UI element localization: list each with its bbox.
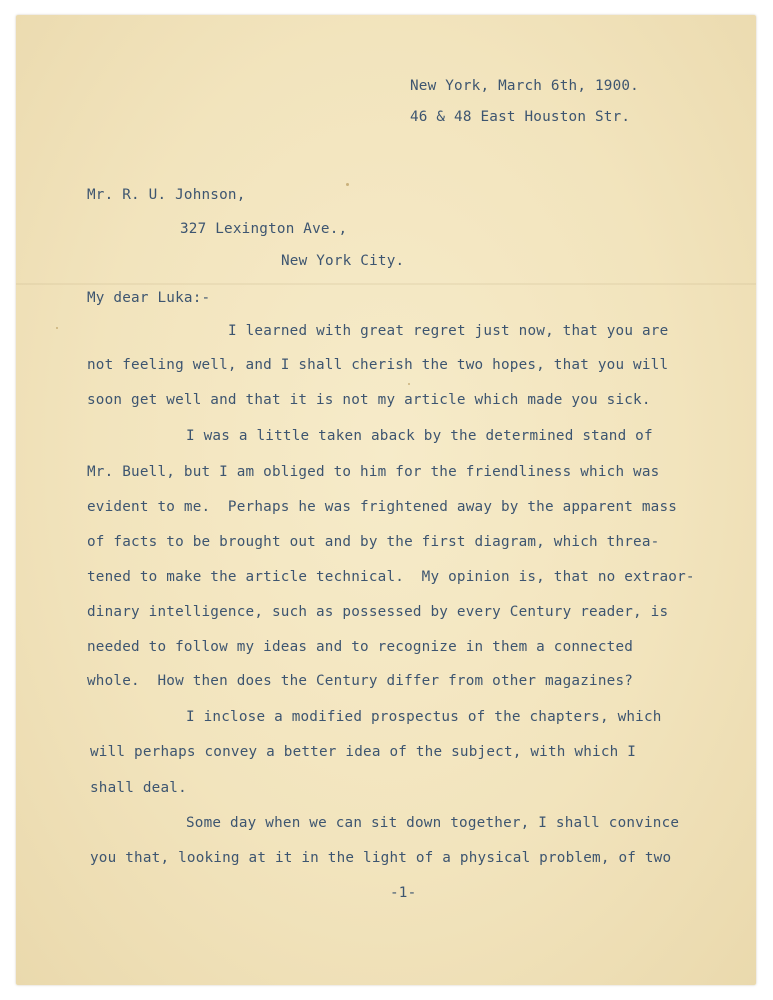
paper-speck <box>56 327 58 329</box>
paper-speck <box>408 383 410 385</box>
body-line: I learned with great regret just now, that you are <box>228 323 669 339</box>
page-number: -1- <box>390 885 417 901</box>
fold-crease <box>16 283 756 285</box>
body-line: I inclose a modified prospectus of the chapters, which <box>186 709 662 725</box>
body-line: soon get well and that it is not my article which made you sick. <box>87 392 651 408</box>
body-line: Some day when we can sit down together, I shall convince <box>186 815 680 831</box>
body-line: whole. How then does the Century differ from other magazines? <box>87 673 634 689</box>
body-line: you that, looking at it in the light of a physical problem, of two <box>90 850 672 866</box>
recipient-name: Mr. R. U. Johnson, <box>87 187 246 203</box>
body-line: needed to follow my ideas and to recognize in them a connected <box>87 639 634 655</box>
body-line: I was a little taken aback by the determined stand of <box>186 428 653 444</box>
recipient-street: 327 Lexington Ave., <box>180 221 348 237</box>
body-line: shall deal. <box>90 780 187 796</box>
body-line: will perhaps convey a better idea of the subject, with which I <box>90 744 637 760</box>
body-line: of facts to be brought out and by the first diagram, which threa- <box>87 534 660 550</box>
body-line: tened to make the article technical. My opinion is, that no extraor- <box>87 569 695 585</box>
body-line: evident to me. Perhaps he was frightened away by the apparent mass <box>87 499 678 515</box>
body-line: not feeling well, and I shall cherish the two hopes, that you will <box>87 357 669 373</box>
letter-return-address: 46 & 48 East Houston Str. <box>410 109 631 125</box>
salutation: My dear Luka:- <box>87 290 211 306</box>
recipient-city: New York City. <box>281 253 405 269</box>
body-line: Mr. Buell, but I am obliged to him for the friendliness which was <box>87 464 660 480</box>
paper-speck <box>346 183 349 186</box>
body-line: dinary intelligence, such as possessed by every Century reader, is <box>87 604 669 620</box>
letter-place-date: New York, March 6th, 1900. <box>410 78 639 94</box>
